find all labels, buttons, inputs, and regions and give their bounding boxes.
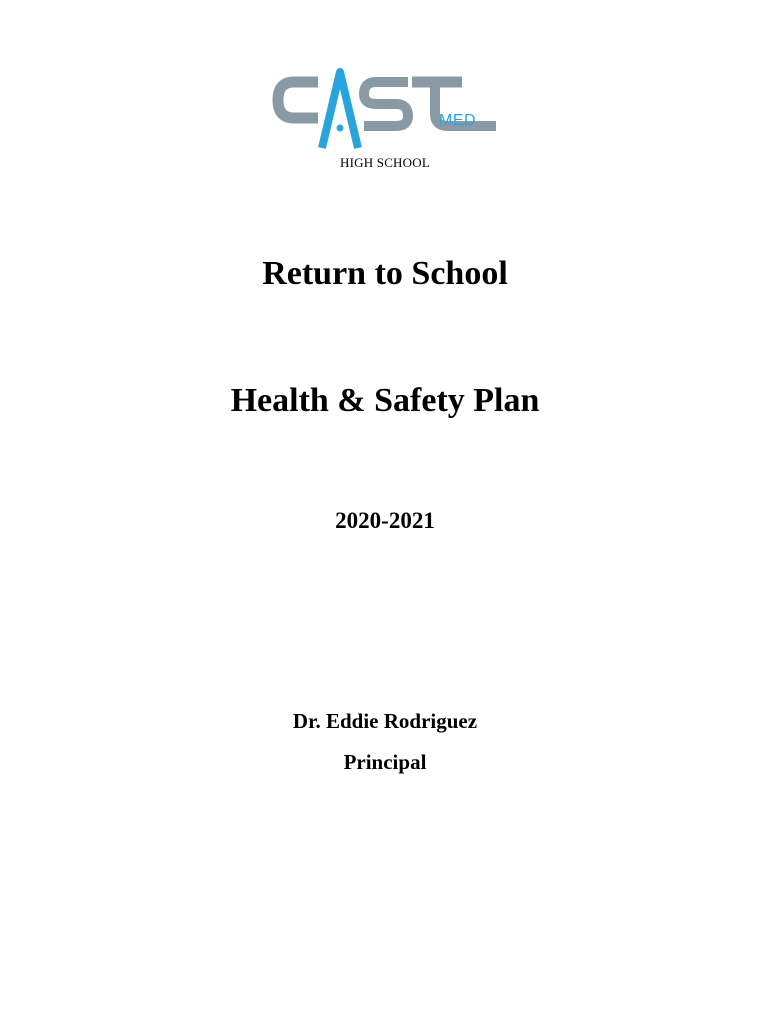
logo-med-text: MED xyxy=(439,112,477,129)
document-title-line1: Return to School xyxy=(262,255,508,292)
author-name: Dr. Eddie Rodriguez xyxy=(292,709,478,733)
document-title-line2: Health & Safety Plan xyxy=(230,382,540,419)
author-role: Principal xyxy=(343,750,427,774)
cast-med-logo xyxy=(272,68,496,152)
cast-med-logo-graphic xyxy=(272,68,496,152)
school-year: 2020-2021 xyxy=(335,508,435,533)
logo-subtitle: HIGH SCHOOL xyxy=(340,155,430,170)
